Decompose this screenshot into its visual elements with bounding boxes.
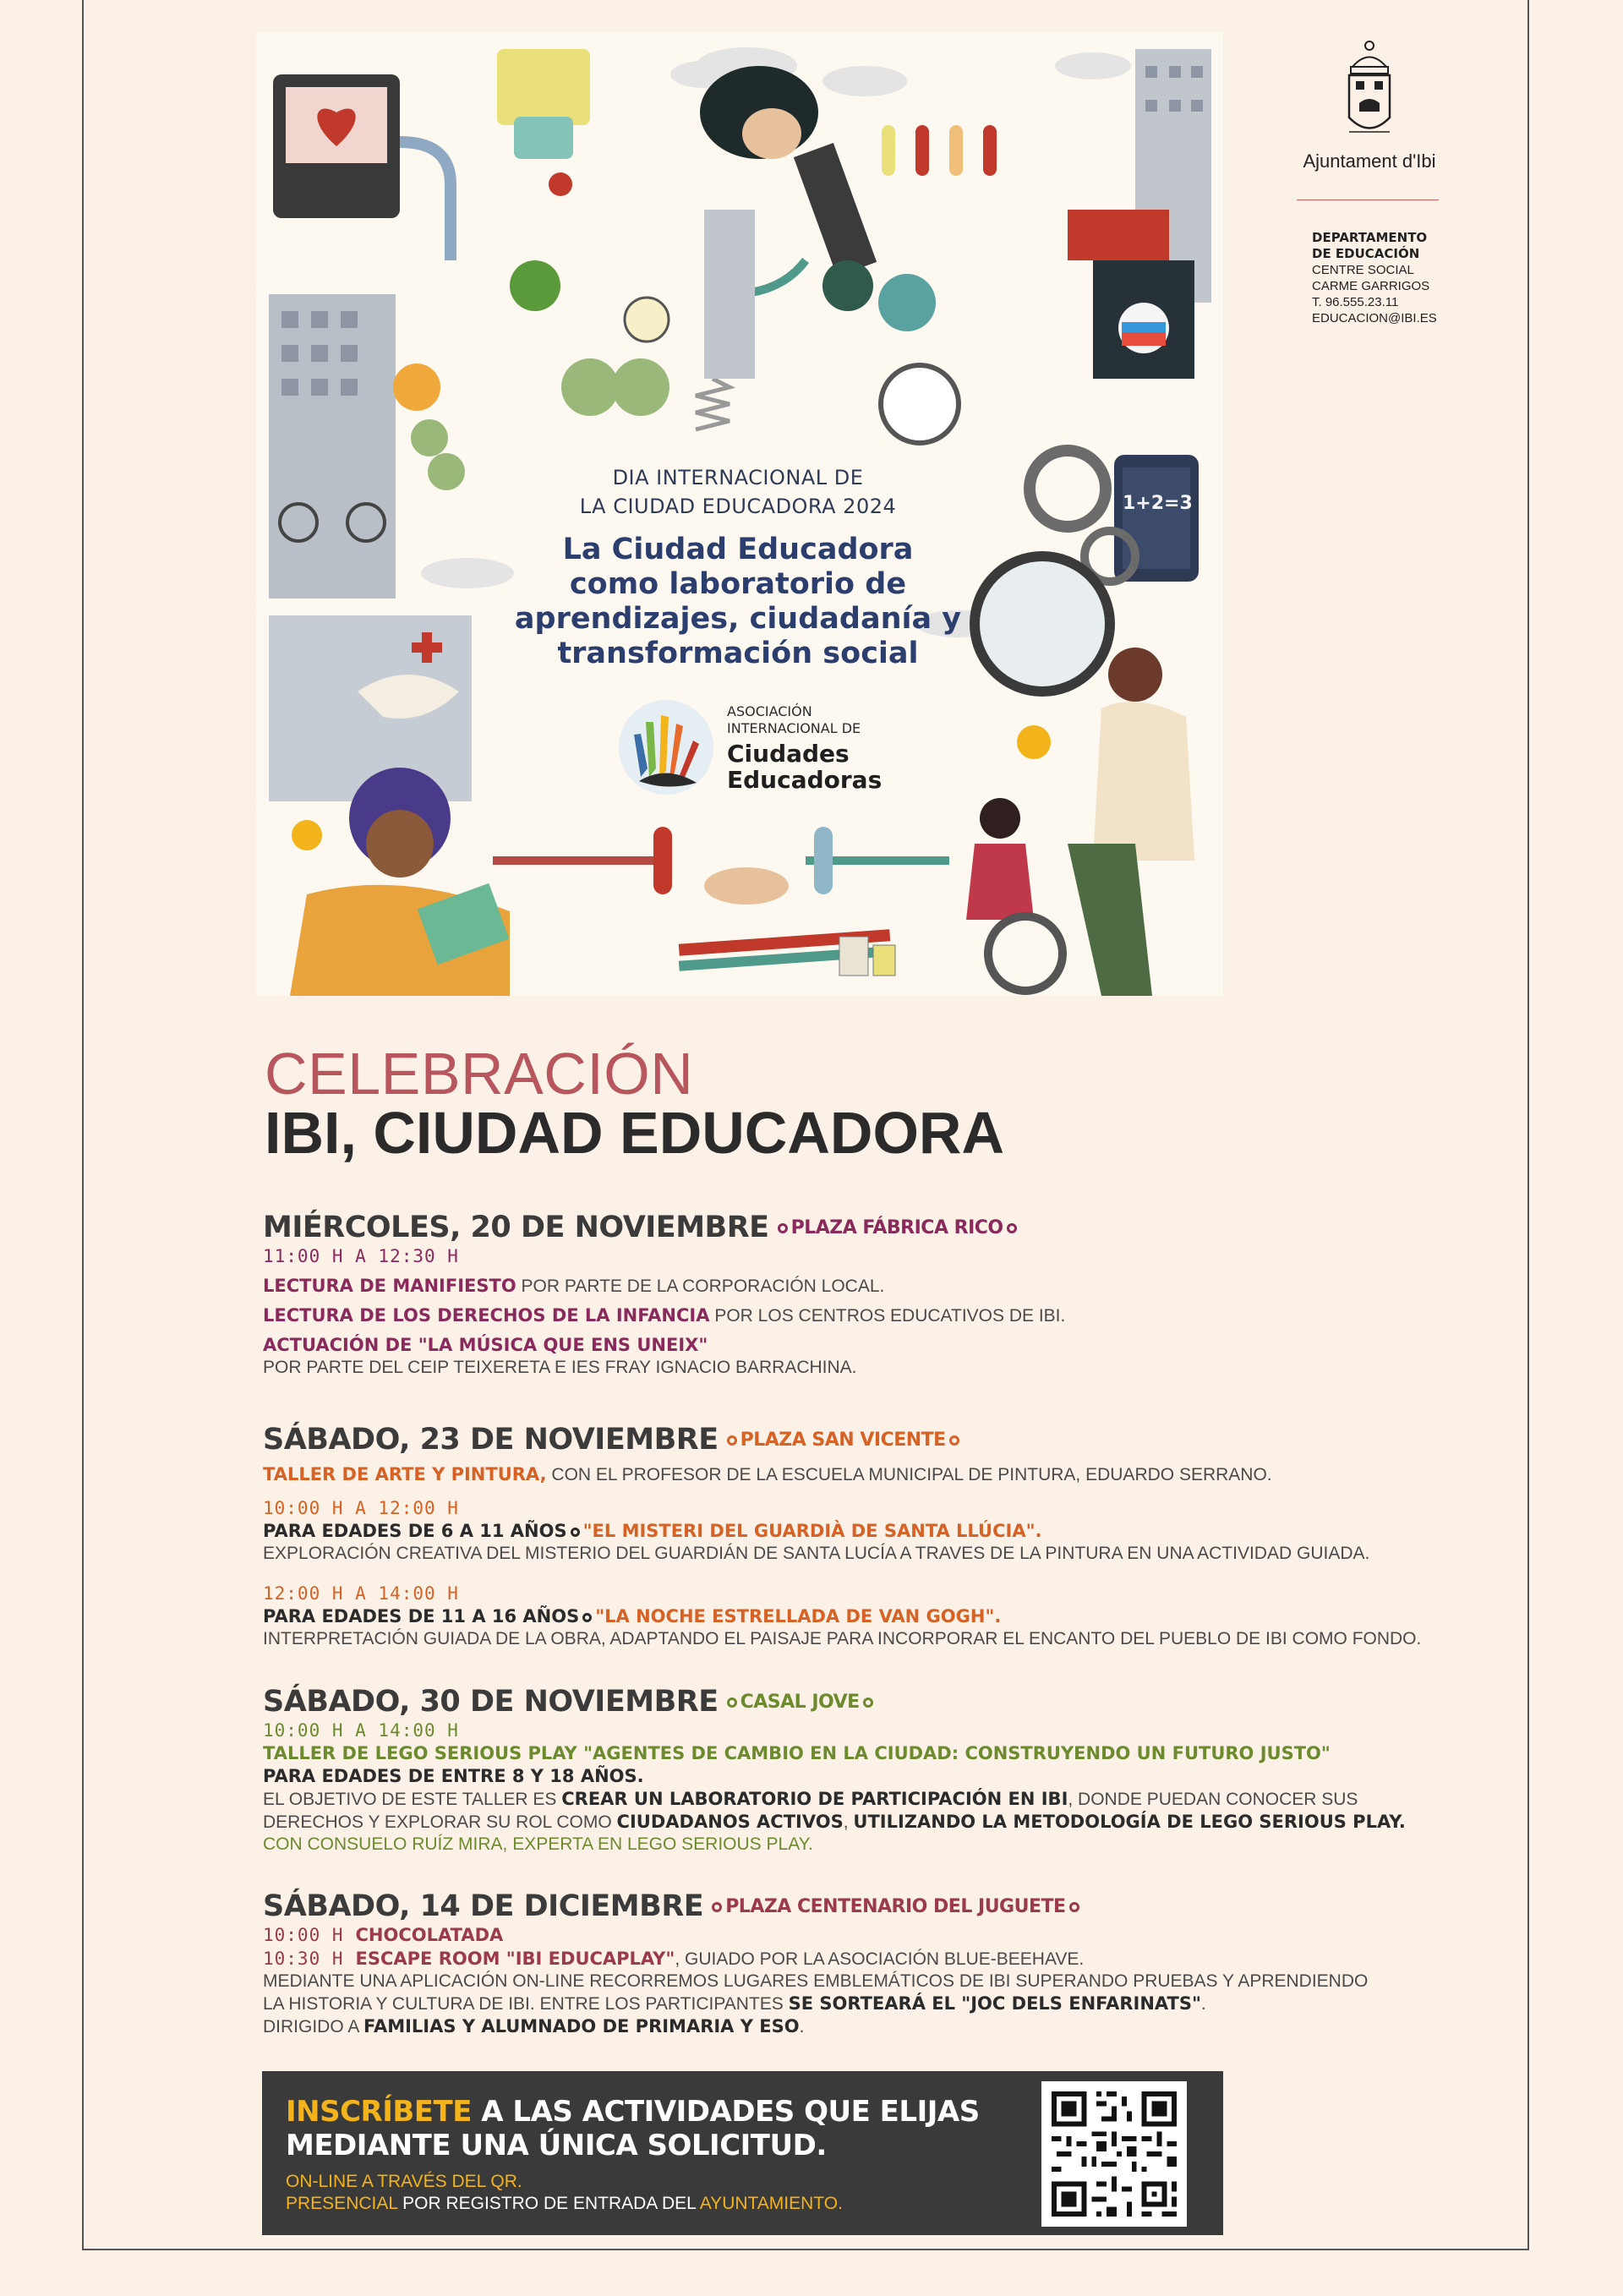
department-info — [1312, 230, 1481, 326]
registration-banner — [262, 2071, 1223, 2235]
dot-icon — [1069, 1902, 1079, 1912]
poster-main-4: transformación social — [557, 637, 919, 670]
desc-part: , — [843, 1812, 854, 1832]
expert-line: CON CONSUELO RUÍZ MIRA, EXPERTA EN LEGO SERIOUS PLAY. — [263, 1834, 813, 1854]
activity-title: "EL MISTERI DEL GUARDIÀ DE SANTA LLÚCIA". — [582, 1521, 1042, 1541]
event-time: 11:00 H A 12:30 H — [263, 1246, 459, 1266]
dot-icon — [712, 1902, 722, 1912]
dept-line-3: CENTRE SOCIAL — [1312, 263, 1414, 277]
dot-icon — [949, 1435, 959, 1446]
event-time: 12:00 H A 14:00 H — [263, 1583, 459, 1604]
event-23-noviembre — [263, 1423, 1446, 1650]
dot-icon — [582, 1613, 592, 1622]
activity-title: LECTURA DE LOS DERECHOS DE LA INFANCIA — [263, 1305, 710, 1326]
qr-code-icon[interactable] — [1041, 2081, 1187, 2227]
activity-title: "LA NOCHE ESTRELLADA DE VAN GOGH". — [595, 1606, 1002, 1626]
dot-icon — [1007, 1223, 1017, 1233]
dept-line-2: DE EDUCACIÓN — [1312, 246, 1420, 261]
activity-desc: POR PARTE DEL CEIP TEIXERETA E IES FRAY IGNACIO BARRACHINA. — [263, 1358, 857, 1377]
dot-icon — [727, 1435, 737, 1446]
dept-line-4: CARME GARRIGOS — [1312, 279, 1430, 293]
desc-part: . — [799, 2017, 805, 2036]
poster-illustration — [256, 32, 1223, 996]
poster-main-3: aprendizajes, ciudadanía y — [514, 602, 962, 636]
tablet-equation: 1+2=3 — [1123, 493, 1193, 514]
desc-highlight: CIUDADANOS ACTIVOS — [616, 1812, 844, 1832]
poster-pretitle-2: LA CIUDAD EDUCADORA 2024 — [579, 495, 897, 518]
event-time: 10:00 H A 14:00 H — [263, 1720, 459, 1741]
poster-pretitle-1: DIA INTERNACIONAL DE — [612, 466, 864, 489]
age-group: PARA EDADES DE ENTRE 8 Y 18 AÑOS. — [263, 1766, 644, 1786]
desc-highlight: SE SORTEARÁ EL "JOC DELS ENFARINATS" — [788, 1993, 1201, 2014]
activity-title: LECTURA DE MANIFIESTO — [263, 1276, 516, 1296]
event-30-noviembre — [263, 1685, 1446, 1856]
desc-part: DIRIGIDO A — [263, 2017, 364, 2036]
banner-presencial: PRESENCIAL — [286, 2194, 398, 2213]
activity-desc: MEDIANTE UNA APLICACIÓN ON-LINE RECORREMOS LUGARES EMBLEMÁTICOS DE IBI SUPERANDO PRUEBAS Y APRENDIENDO — [263, 1971, 1369, 1991]
dot-icon — [778, 1223, 788, 1233]
poster-headline — [476, 463, 1000, 671]
ayuntamiento-name: Ajuntament d'Ibi — [1303, 150, 1436, 172]
desc-part: DERECHOS Y EXPLORAR SU ROL COMO — [263, 1812, 617, 1832]
qr-code-graphic — [1041, 2081, 1187, 2227]
poster-main-2: como laboratorio de — [569, 567, 907, 601]
activity-title: ESCAPE ROOM "IBI EDUCAPLAY" — [355, 1949, 675, 1969]
activity-title: TALLER DE LEGO SERIOUS PLAY "AGENTES DE CAMBIO EN LA CIUDAD: CONSTRUYENDO UN FUTURO JUSTO" — [263, 1743, 1331, 1763]
dept-email: EDUCACION@IBI.ES — [1312, 311, 1437, 325]
event-time: 10:00 H A 12:00 H — [263, 1498, 459, 1518]
title-ibi-ciudad-educadora: IBI, CIUDAD EDUCADORA — [265, 1100, 1004, 1166]
desc-part: , DONDE PUEDAN CONOCER SUS — [1068, 1790, 1358, 1809]
age-group: PARA EDADES DE 11 A 16 AÑOS — [263, 1606, 580, 1626]
ayuntamiento-header — [1285, 37, 1454, 172]
event-time: 10:00 H — [263, 1925, 344, 1945]
desc-part: EL OBJETIVO DE ESTE TALLER ES — [263, 1790, 562, 1809]
event-day: SÁBADO, 23 DE NOVIEMBRE — [263, 1423, 719, 1457]
assoc-small-2: INTERNACIONAL DE — [727, 720, 861, 736]
dept-line-1: DEPARTAMENTO — [1312, 230, 1428, 245]
assoc-big-2: Educadoras — [727, 766, 883, 794]
assoc-small-1: ASOCIACIÓN — [727, 703, 812, 719]
assoc-logo-block — [615, 697, 894, 798]
dot-icon — [571, 1528, 580, 1537]
age-group: PARA EDADES DE 6 A 11 AÑOS — [263, 1521, 567, 1541]
event-20-noviembre — [263, 1211, 1446, 1379]
assoc-big-1: Ciudades — [727, 740, 850, 768]
event-14-diciembre — [263, 1889, 1446, 2038]
dept-phone: T. 96.555.23.11 — [1312, 295, 1399, 309]
event-place: CASAL JOVE — [740, 1692, 860, 1713]
desc-part: . — [1200, 1994, 1206, 2014]
title-celebracion: CELEBRACIÓN — [265, 1041, 694, 1107]
activity-title: CHOCOLATADA — [355, 1925, 504, 1945]
activity-title: ACTUACIÓN DE "LA MÚSICA QUE ENS UNEIX" — [263, 1335, 708, 1355]
event-place: PLAZA CENTENARIO DEL JUGUETE — [725, 1896, 1066, 1917]
desc-highlight: UTILIZANDO LA METODOLOGÍA DE LEGO SERIOUS PLAY. — [853, 1812, 1406, 1832]
event-day: MIÉRCOLES, 20 DE NOVIEMBRE — [263, 1211, 769, 1244]
poster-main-1: La Ciudad Educadora — [562, 533, 914, 566]
banner-text-1: A LAS ACTIVIDADES QUE ELIJAS — [471, 2095, 980, 2129]
activity-desc: , GUIADO POR LA ASOCIACIÓN BLUE-BEEHAVE. — [675, 1949, 1085, 1969]
dot-icon — [727, 1697, 737, 1708]
banner-registro: POR REGISTRO DE ENTRADA DEL — [397, 2194, 700, 2213]
activity-desc: CON EL PROFESOR DE LA ESCUELA MUNICIPAL DE PINTURA, EDUARDO SERRANO. — [546, 1465, 1272, 1484]
event-place: PLAZA FÁBRICA RICO — [790, 1217, 1003, 1238]
event-day: SÁBADO, 14 DE DICIEMBRE — [263, 1889, 704, 1923]
activity-desc: POR PARTE DE LA CORPORACIÓN LOCAL. — [516, 1276, 885, 1296]
activity-desc: INTERPRETACIÓN GUIADA DE LA OBRA, ADAPTANDO EL PAISAJE PARA INCORPORAR EL ENCANTO DEL PUEBLO DE IBI COMO FONDO. — [263, 1629, 1422, 1648]
event-place: PLAZA SAN VICENTE — [740, 1430, 946, 1451]
town-crest-icon — [1344, 37, 1395, 147]
activity-title: TALLER DE ARTE Y PINTURA, — [263, 1464, 547, 1484]
event-day: SÁBADO, 30 DE NOVIEMBRE — [263, 1685, 719, 1719]
banner-online: ON-LINE A TRAVÉS DEL QR. — [286, 2172, 522, 2191]
activity-desc: POR LOS CENTROS EDUCATIVOS DE IBI. — [709, 1306, 1066, 1326]
event-time: 10:30 H — [263, 1949, 344, 1969]
banner-inscribete: INSCRÍBETE — [286, 2095, 472, 2129]
dot-icon — [863, 1697, 873, 1708]
hands-logo-icon — [615, 697, 717, 798]
banner-text-2: MEDIANTE UNA ÚNICA SOLICITUD. — [286, 2129, 827, 2162]
desc-highlight: FAMILIAS Y ALUMNADO DE PRIMARIA Y ESO — [363, 2016, 800, 2036]
banner-ayuntamiento: AYUNTAMIENTO. — [699, 2194, 843, 2213]
desc-highlight: CREAR UN LABORATORIO DE PARTICIPACIÓN EN IBI — [561, 1789, 1068, 1809]
desc-part: LA HISTORIA Y CULTURA DE IBI. ENTRE LOS PARTICIPANTES — [263, 1994, 789, 2014]
activity-desc: EXPLORACIÓN CREATIVA DEL MISTERIO DEL GUARDIÁN DE SANTA LUCÍA A TRAVES DE LA PINTURA EN UNA ACTIVIDAD GUIADA. — [263, 1544, 1370, 1563]
